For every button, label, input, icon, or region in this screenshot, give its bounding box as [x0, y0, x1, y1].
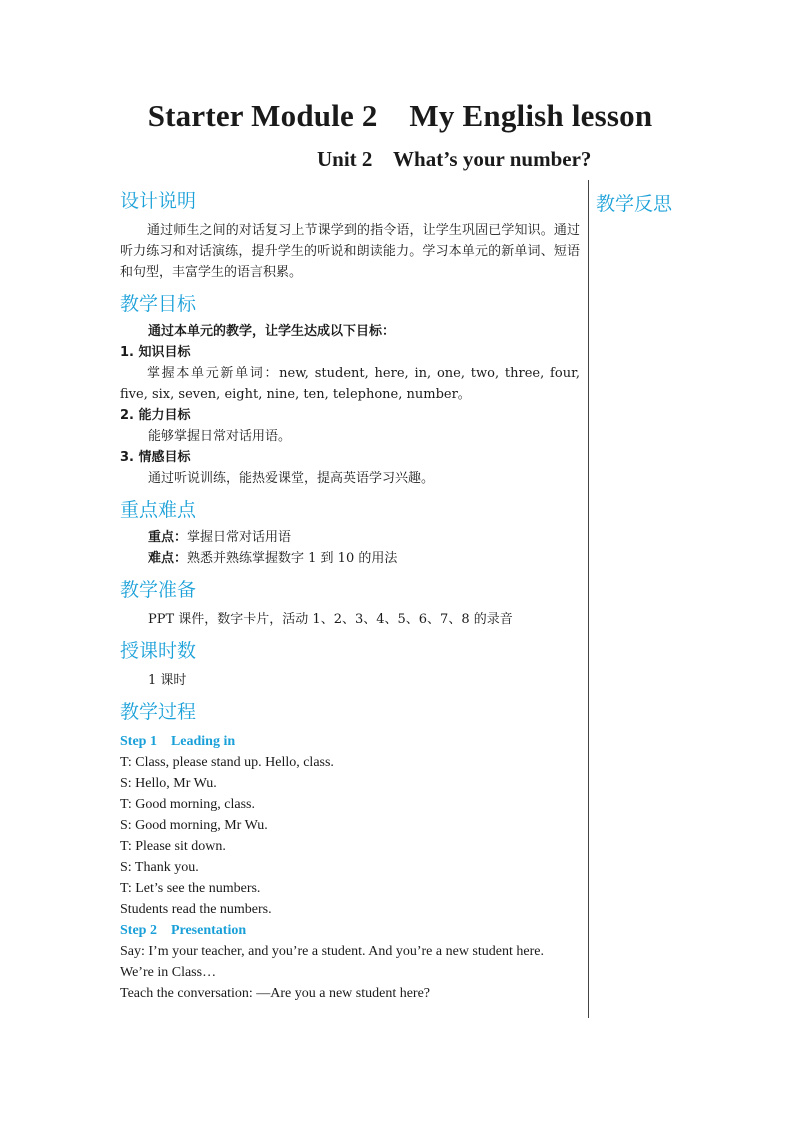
step-1-heading: Step 1 Leading in — [120, 734, 236, 749]
goal-3-text: 通过听说训练，能热爱课堂，提高英语学习兴趣。 — [148, 471, 435, 486]
hours-heading: 授课时数 — [120, 640, 197, 662]
goals-heading: 教学目标 — [120, 293, 197, 315]
dialogue-line: T: Good morning, class. — [120, 797, 256, 812]
dialogue-line: T: Class, please stand up. Hello, class. — [120, 755, 334, 770]
dialogue-line: S: Thank you. — [120, 860, 199, 875]
goals-intro: 通过本单元的教学，让学生达成以下目标： — [148, 324, 396, 339]
hours-text: 1 课时 — [148, 673, 187, 688]
presentation-line: Teach the conversation: —Are you a new student here? — [120, 986, 431, 1001]
goal-1-label: 知识目标 — [138, 345, 191, 360]
presentation-line: Say: I’m your teacher, and you’re a student. And you’re a new student here. — [120, 944, 544, 959]
prep-text: PPT 课件，数字卡片，活动 1、2、3、4、5、6、7、8 的录音 — [148, 612, 513, 627]
presentation-line: We’re in Class… — [120, 965, 217, 980]
goal-2-label: 能力目标 — [138, 408, 191, 423]
goal-2-text: 能够掌握日常对话用语。 — [148, 429, 292, 444]
dialogue-line: S: Good morning, Mr Wu. — [120, 818, 268, 833]
unit-subtitle: Unit 2 What’s your number? — [317, 147, 592, 171]
keypoints-heading: 重点难点 — [120, 499, 197, 521]
lesson-plan-body — [120, 186, 580, 1004]
reflection-heading: 教学反思 — [596, 193, 673, 215]
step-2-heading: Step 2 Presentation — [120, 923, 247, 938]
goal-3-num: 3. — [120, 450, 134, 465]
hard-text: 熟悉并熟练掌握数字 1 到 10 的用法 — [187, 551, 398, 566]
page-title: Starter Module 2 My English lesson — [147, 98, 653, 133]
design-heading: 设计说明 — [120, 190, 197, 212]
key-label: 重点： — [148, 530, 188, 545]
goal-1-title — [120, 342, 580, 363]
prep-heading: 教学准备 — [120, 579, 197, 601]
design-text: 通过师生之间的对话复习上节课学到的指令语，让学生巩固已学知识。通过听力练习和对话演练，提升学生的听说和朗读能力。学习本单元的新单词、短语和句型，丰富学生的语言积累。 — [120, 223, 580, 280]
key-point — [120, 527, 580, 548]
dialogue-line: S: Hello, Mr Wu. — [120, 776, 217, 791]
key-text: 掌握日常对话用语 — [187, 530, 292, 545]
goal-3-title — [120, 447, 580, 468]
process-heading: 教学过程 — [120, 701, 197, 723]
hard-label: 难点： — [148, 551, 188, 566]
hard-point — [120, 548, 580, 569]
goal-1-num: 1. — [120, 345, 134, 360]
goal-2-title — [120, 405, 580, 426]
column-divider — [588, 180, 589, 1018]
goal-2-num: 2. — [120, 408, 134, 423]
goal-1-text: 掌握本单元新单词：new, student, here, in, one, two, three, four, five, six, seven, eight, nine, ten, telephone, number。 — [120, 366, 580, 402]
goal-3-label: 情感目标 — [138, 450, 191, 465]
dialogue-line: T: Please sit down. — [120, 839, 226, 854]
dialogue-line: T: Let’s see the numbers. — [120, 881, 261, 896]
dialogue-line: Students read the numbers. — [120, 902, 272, 917]
